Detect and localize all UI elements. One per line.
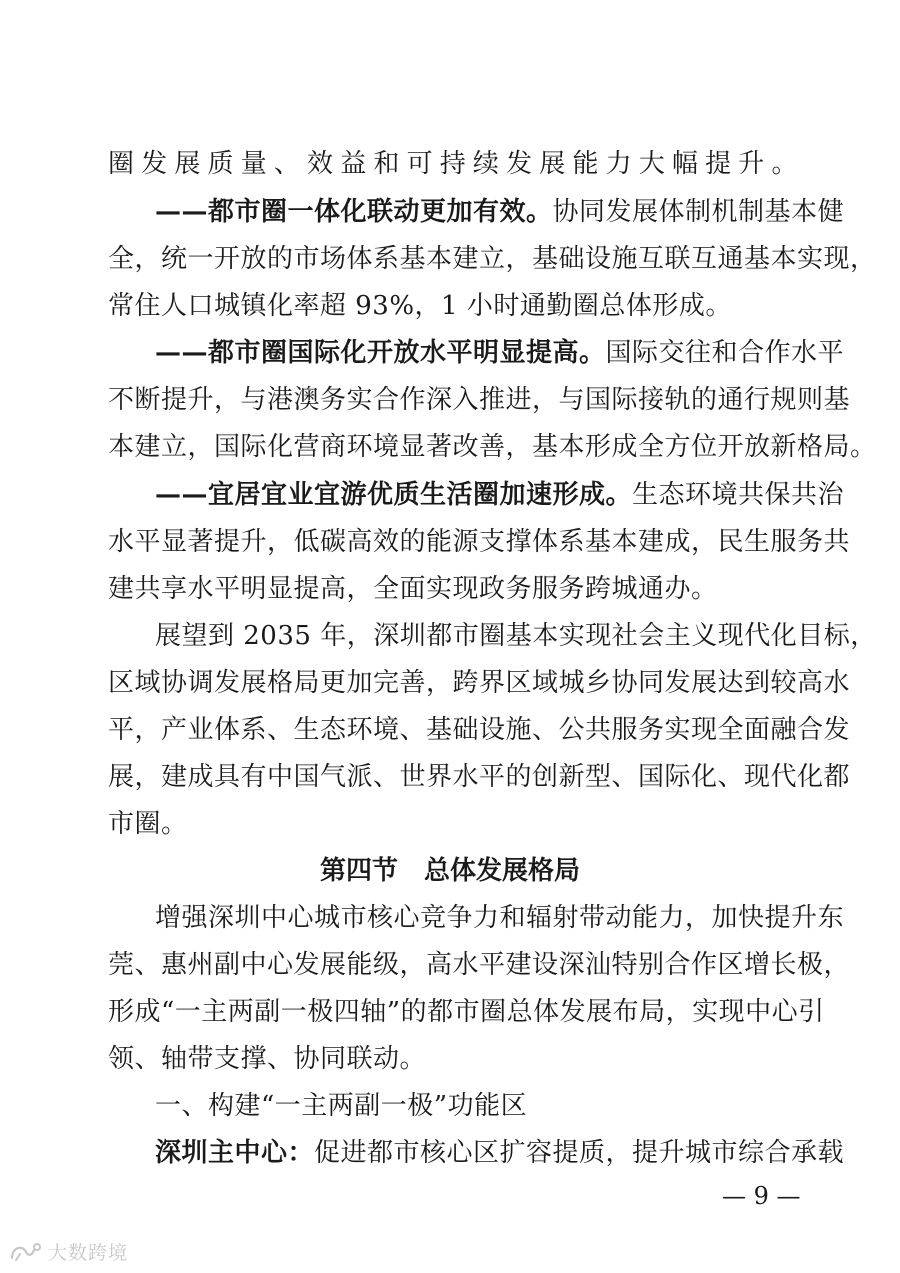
text-line: 不断提升，与港澳务实合作深入推进，与国际接轨的通行规则基 — [108, 385, 851, 415]
text-line: 市圈。 — [108, 809, 188, 839]
section-heading: 第四节 总体发展格局 — [319, 856, 580, 886]
text-line — [155, 477, 845, 513]
text-line: 莞、惠州副中心发展能级，高水平建设深汕特别合作区增长极， — [108, 950, 851, 980]
text-run: 生态环境共保共治 — [632, 480, 845, 510]
text-line: 建共享水平明显提高，全面实现政务服务跨城通办。 — [108, 574, 718, 604]
text-run: 国际交往和合作水平 — [605, 338, 845, 368]
text-line — [155, 194, 845, 230]
text-run: 协同发展体制机制基本健 — [552, 197, 845, 227]
text-line: 区域协调发展格局更加完善，跨界区域城乡协同发展达到较高水 — [108, 668, 851, 698]
text-line: 展，建成具有中国气派、世界水平的创新型、国际化、现代化都 — [108, 762, 851, 792]
text-line — [155, 335, 845, 371]
text-line: 平，产业体系、生态环境、基础设施、公共服务实现全面融合发 — [108, 715, 851, 745]
bold-lead: ——都市圈一体化联动更加有效。 — [155, 197, 553, 227]
text-line: 全，统一开放的市场体系基本建立，基础设施互联互通基本实现， — [108, 244, 877, 274]
text-run: 促进都市核心区扩容提质，提升城市综合承载 — [314, 1138, 845, 1168]
text-line: 水平显著提升，低碳高效的能源支撑体系基本建成，民生服务共 — [108, 527, 851, 557]
text-line: 领、轴带支撑、协同联动。 — [108, 1044, 427, 1074]
page-number: — 9 — — [722, 1182, 801, 1210]
watermark-text: 大数跨境 — [48, 1242, 129, 1264]
bold-lead: ——都市圈国际化开放水平明显提高。 — [155, 338, 606, 368]
text-line: 圈发展质量、效益和可持续发展能力大幅提升。 — [108, 149, 798, 179]
bold-lead: 深圳主中心： — [155, 1138, 315, 1168]
watermark — [8, 1238, 128, 1265]
text-line: 展望到 2035 年，深圳都市圈基本实现社会主义现代化目标， — [155, 621, 877, 651]
text-line: 增强深圳中心城市核心竞争力和辐射带动能力，加快提升东 — [155, 903, 845, 933]
text-line: 本建立，国际化营商环境显著改善，基本形成全方位开放新格局。 — [108, 432, 877, 462]
text-line: 常住人口城镇化率超 93%，1 小时通勤圈总体形成。 — [108, 291, 732, 321]
bold-lead: ——宜居宜业宜游优质生活圈加速形成。 — [155, 480, 633, 510]
brand-logo-icon — [8, 1240, 44, 1264]
text-line — [155, 1135, 845, 1171]
text-line: 形成“一主两副一极四轴”的都市圈总体发展布局，实现中心引 — [108, 997, 825, 1027]
subheading: 一、构建“一主两副一极”功能区 — [155, 1091, 528, 1121]
